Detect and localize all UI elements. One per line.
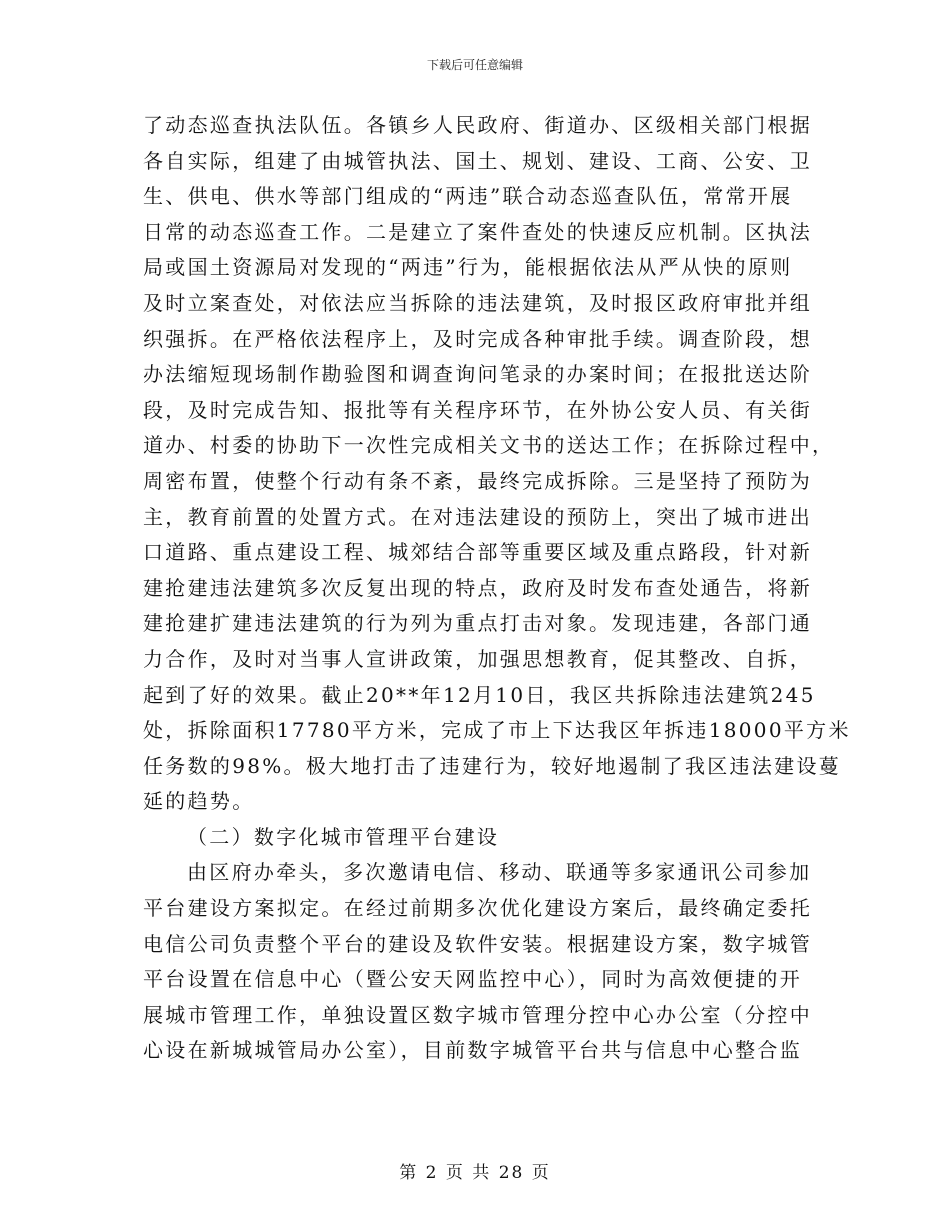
- text-line: 平台设置在信息中心（暨公安天网监控中心），同时为高效便捷的开: [143, 967, 802, 992]
- text-line: 展城市管理工作，单独设置区数字城市管理分控中心办公室（分控中: [143, 1002, 812, 1027]
- text-line: 织强拆。在严格依法程序上，及时完成各种审批手续。调查阶段，想: [143, 326, 812, 351]
- text-line: 建抢建扩建违法建筑的行为列为重点打击对象。发现违建，各部门通: [143, 611, 812, 636]
- text-line: 平台建设方案拟定。在经过前期多次优化建设方案后，最终确定委托: [143, 896, 812, 921]
- text-line: 局或国土资源局对发现的“两违”行为，能根据依法从严从快的原则: [143, 255, 793, 280]
- text-line: 力合作，及时对当事人宣讲政策，加强思想教育，促其整改、自拆，: [143, 646, 812, 671]
- text-line: 日常的动态巡查工作。二是建立了案件查处的快速反应机制。区执法: [143, 219, 812, 244]
- text-line: 由区府办牵头，多次邀请电信、移动、联通等多家通讯公司参加: [187, 860, 812, 885]
- text-line: 生、供电、供水等部门组成的“两违”联合动态巡查队伍，常常开展: [143, 184, 793, 209]
- text-line: 办法缩短现场制作勘验图和调查询问笔录的办案时间；在报批送达阶: [143, 362, 812, 387]
- text-line: 及时立案查处，对依法应当拆除的违法建筑，及时报区政府审批并组: [143, 290, 812, 315]
- text-line: 了动态巡查执法队伍。各镇乡人民政府、街道办、区级相关部门根据: [143, 113, 812, 137]
- text-line: 各自实际，组建了由城管执法、国土、规划、建设、工商、公安、卫: [143, 148, 812, 173]
- body-text: [143, 108, 851, 1069]
- text-line: 主，教育前置的处置方式。在对违法建设的预防上，突出了城市进出: [143, 504, 812, 529]
- text-line: 口道路、重点建设工程、城郊结合部等重要区域及重点路段，针对新: [143, 540, 812, 565]
- text-line: 段，及时完成告知、报批等有关程序环节，在外协公安人员、有关街: [143, 397, 812, 422]
- text-line: 电信公司负责整个平台的建设及软件安装。根据建设方案，数字城管: [143, 931, 812, 956]
- page-header: 下载后可任意编辑: [426, 58, 523, 72]
- text-line: 道办、村委的协助下一次性完成相关文书的送达工作；在拆除过程中，: [143, 433, 835, 458]
- text-line: 起到了好的效果。截止20**年12月10日，我区共拆除违法建筑245: [143, 682, 816, 707]
- section-heading: （二）数字化城市管理平台建设: [187, 824, 500, 849]
- text-line: 心设在新城城管局办公室），目前数字城管平台共与信息中心整合监: [143, 1038, 802, 1063]
- text-line: 建抢建违法建筑多次反复出现的特点，政府及时发布查处通告，将新: [143, 575, 812, 600]
- text-line: 处，拆除面积17780平方米，完成了市上下达我区年拆违18000平方米: [143, 718, 851, 743]
- text-line: 周密布置，使整个行动有条不紊，最终完成拆除。三是坚持了预防为: [143, 468, 812, 493]
- text-line: 任务数的98%。极大地打击了违建行为，较好地遏制了我区违法建设蔓: [143, 753, 842, 778]
- page-footer: 第 2 页 共 28 页: [399, 1163, 551, 1183]
- text-line: 延的趋势。: [143, 789, 255, 814]
